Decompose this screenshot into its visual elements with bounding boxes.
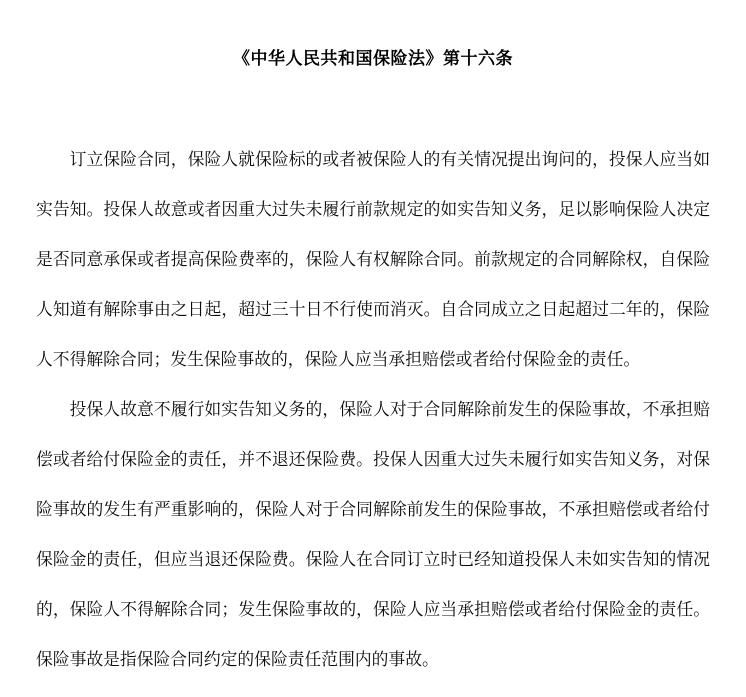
- paragraph-2: 投保人故意不履行如实告知义务的，保险人对于合同解除前发生的保险事故，不承担赔偿或者给付保险金的责任，并不退还保险费。投保人因重大过失未履行如实告知义务，对保险事故的发生有严重影响的，保险人对于合同解除前发生的保险事故，不承担赔偿或者给付保险金的责任，但应当退还保险费。保险人在合同订立时已经知道投保人未如实告知的情况的，保险人不得解除合同；发生保险事故的，保险人应当承担赔偿或者给付保险金的责任。保险事故是指保险合同约定的保险责任范围内的事故。: [36, 400, 710, 669]
- document-title: 《中华人民共和国保险法》第十六条: [233, 49, 513, 68]
- document-body: [36, 135, 710, 685]
- paragraph-1: 订立保险合同，保险人就保险标的或者被保险人的有关情况提出询问的，投保人应当如实告知。投保人故意或者因重大过失未履行前款规定的如实告知义务，足以影响保险人决定是否同意承保或者提高保险费率的，保险人有权解除合同。前款规定的合同解除权，自保险人知道有解除事由之日起，超过三十日不行使而消灭。自合同成立之日起超过二年的，保险人不得解除合同；发生保险事故的，保险人应当承担赔偿或者给付保险金的责任。: [36, 150, 710, 369]
